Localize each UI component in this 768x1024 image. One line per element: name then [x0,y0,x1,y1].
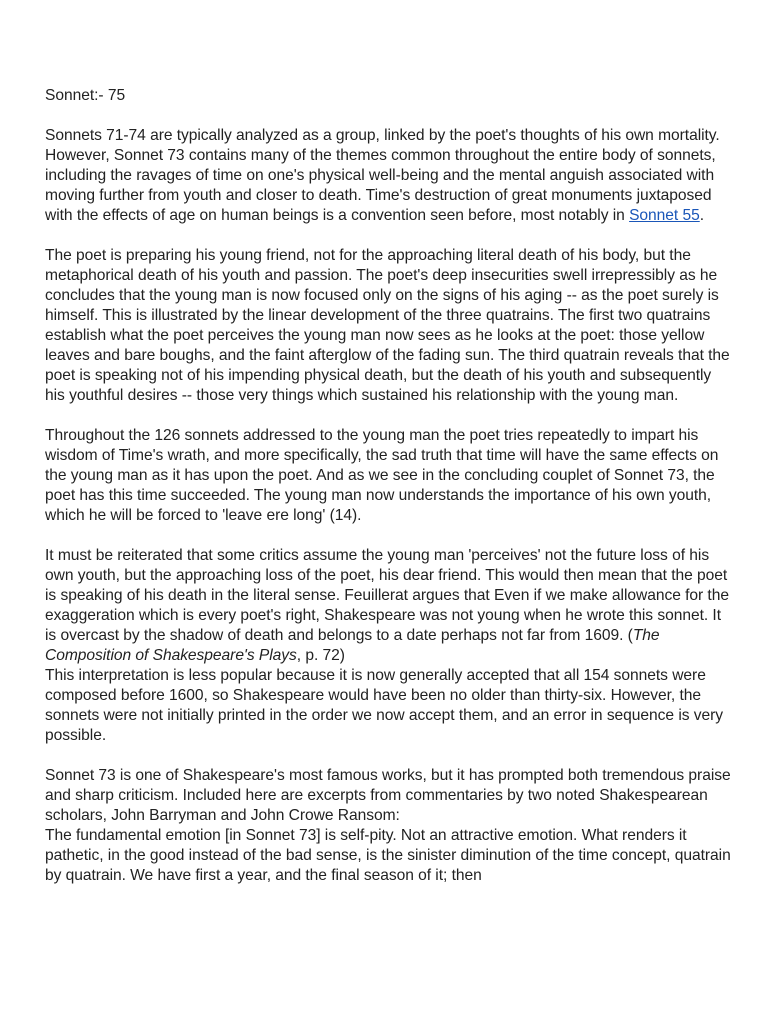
paragraph-3: Throughout the 126 sonnets addressed to the young man the poet tries repeatedly to impart his wisdom of Time's wrath, and more specifically, the sad truth that time will have the same effects on the young man as it has upon the poet. And as we see in the concluding couplet of Sonnet 73, the poet has this time succeeded. The young man now understands the importance of his own youth, which he will be forced to 'leave ere long' (14). [45,427,719,524]
paragraph-7: The fundamental emotion [in Sonnet 73] is self-pity. Not an attractive emotion. What renders it pathetic, in the good instead of the bad sense, is the sinister diminution of the time concept, quatrain by quatrain. We have first a year, and the final season of it; then [45,827,731,884]
sonnet-55-link[interactable]: Sonnet 55 [629,207,700,224]
paragraph-2: The poet is preparing his young friend, not for the approaching literal death of his body, but the metaphorical death of his youth and passion. The poet's deep insecurities swell irrepressibly as he concludes that the young man is now focused only on the signs of his aging -- as the poet surely is himself. This is illustrated by the linear development of the three quatrains. The first two quatrains establish what the poet perceives the young man now sees as he looks at the poet: those yellow leaves and bare boughs, and the faint afterglow of the fading sun. The third quatrain reveals that the poet is speaking not of his impending physical death, but the death of his youth and subsequently his youthful desires -- those very things which sustained his relationship with the young man. [45,247,730,404]
paragraph-6: Sonnet 73 is one of Shakespeare's most famous works, but it has prompted both tremendous praise and sharp criticism. Included here are excerpts from commentaries by two noted Shakespearean scholars, John Barryman and John Crowe Ransom: [45,767,731,824]
document-page [45,86,735,886]
paragraph-1-end: . [699,207,705,224]
paragraph-5: This interpretation is less popular because it is now generally accepted that all 154 sonnets were composed before 1600, so Shakespeare would have been no older than thirty-six. However, the sonnets were not initially printed in the order we now accept them, and an error in sequence is very possible. [45,667,724,744]
paragraph-4 [45,546,735,666]
paragraph-4-end: , p. 72) [296,647,345,664]
paragraph-1 [45,126,735,226]
paragraph-1-text: Sonnets 71-74 are typically analyzed as a group, linked by the poet's thoughts of his own mortality. However, Sonnet 73 contains many of the themes common throughout the entire body of sonnets, including the ravages of time on one's physical well-being and the mental anguish associated with moving further from youth and closer to death. Time's destruction of great monuments juxtaposed with the effects of age on human beings is a convention seen before, most notably in [45,127,720,224]
book-title-citation: The Composition of Shakespeare's Plays [45,627,660,664]
document-title: Sonnet:- 75 [45,87,126,104]
paragraph-4-text: It must be reiterated that some critics assume the young man 'perceives' not the future loss of his own youth, but the approaching loss of the poet, his dear friend. This would then mean that the poet is speaking of his death in the literal sense. Feuillerat argues that Even if we make allowance for the exaggeration which is every poet's right, Shakespeare was not young when he wrote this sonnet. It is overcast by the shadow of death and belongs to a date perhaps not far from 1609. ( [45,547,729,644]
